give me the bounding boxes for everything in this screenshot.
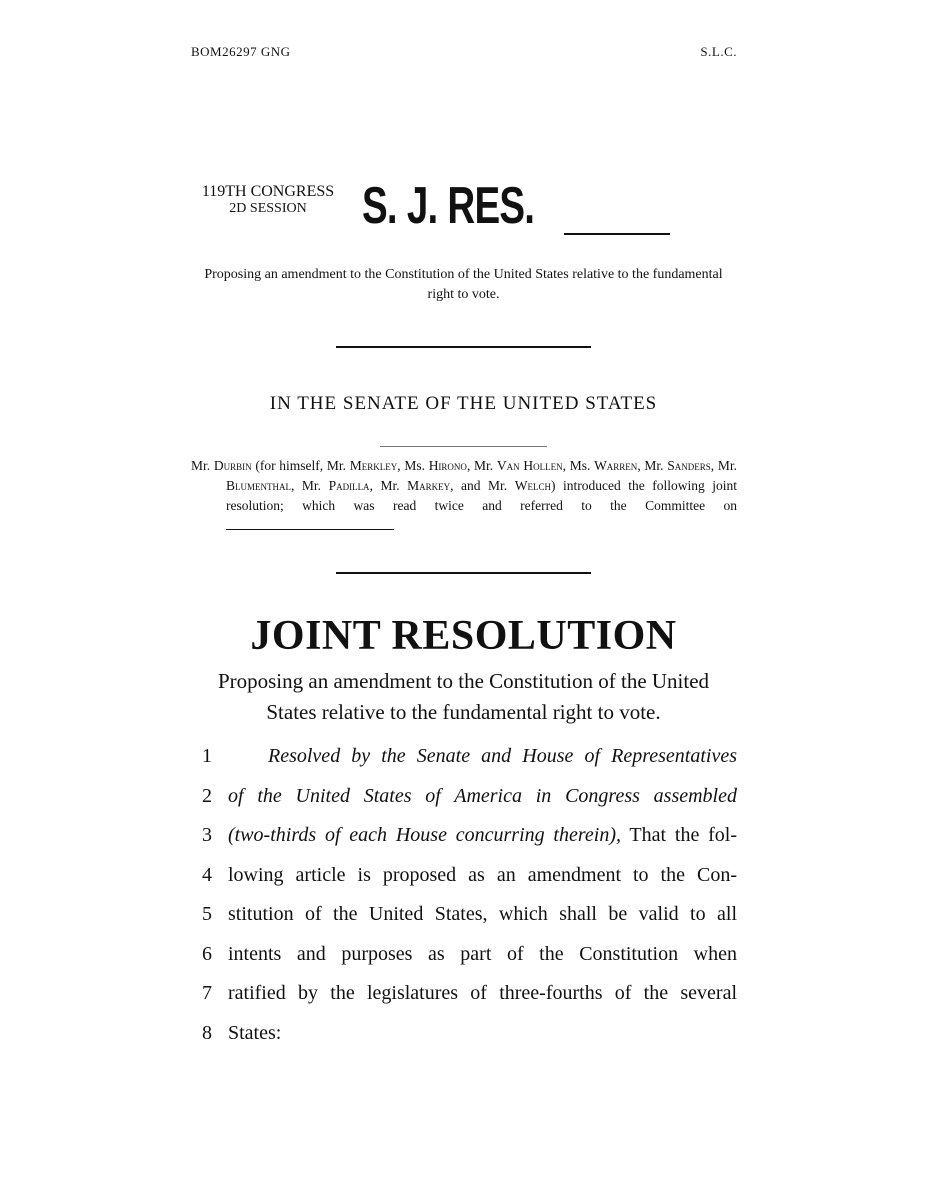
committee-blank	[226, 517, 394, 530]
session-label: 2D SESSION	[229, 201, 307, 216]
document-id: BOM26297 GNG	[191, 44, 291, 59]
resolution-line	[190, 740, 737, 780]
line-number: 4	[202, 863, 212, 886]
long-title	[190, 666, 737, 728]
sponsor-text: , Ms.	[562, 458, 595, 473]
resolution-body	[190, 740, 737, 1056]
line-roman-text: lowing article is proposed as an amendment to the Con-	[228, 863, 737, 886]
senator-name: Padilla	[328, 478, 370, 493]
line-roman-text: intents and purposes as part of the Constitution when	[228, 942, 737, 965]
sponsor-text: (for himself, Mr.	[251, 458, 350, 473]
resolution-line	[190, 938, 737, 978]
senator-name: Markey	[407, 478, 451, 493]
sponsor-text: , Mr.	[637, 458, 668, 473]
line-text	[228, 977, 737, 1009]
office-code: S.L.C.	[700, 44, 737, 59]
sponsor-text: , Mr.	[369, 478, 408, 493]
line-number: 6	[202, 942, 212, 965]
line-number: 8	[202, 1021, 212, 1044]
senator-name: Sanders	[667, 458, 711, 473]
divider-rule	[336, 346, 591, 348]
line-text	[228, 859, 737, 891]
congress-session-block	[191, 183, 345, 217]
line-roman-text: States:	[228, 1021, 282, 1044]
line-number: 5	[202, 903, 212, 925]
resolution-line	[190, 977, 737, 1017]
line-text	[268, 740, 737, 772]
line-roman-text: ratified by the legislatures of three-fourths of the several	[228, 982, 737, 1004]
sponsor-text: Mr.	[191, 458, 214, 473]
chamber-heading: IN THE SENATE OF THE UNITED STATES	[269, 393, 658, 414]
line-number: 3	[202, 824, 212, 846]
line-italic-text: Resolved by the Senate and House of Representatives	[268, 745, 737, 767]
senator-name: Welch	[514, 478, 551, 493]
sponsor-text: , Mr.	[710, 458, 738, 473]
line-text	[228, 1017, 737, 1049]
line-italic-text: of the United States of America in Congress assembled	[228, 784, 737, 807]
senator-name: Blumenthal	[226, 478, 291, 493]
short-title: Proposing an amendment to the Constitution of the United States relative to the fundamental right to vote.	[204, 267, 723, 302]
line-text	[228, 898, 737, 930]
resolution-line	[190, 780, 737, 820]
line-italic-text: (two-thirds of each House concurring therein),	[228, 824, 621, 846]
line-number: 7	[202, 982, 212, 1004]
sponsor-text: , Mr.	[291, 478, 329, 493]
line-text	[228, 938, 737, 970]
senator-name: Van Hollen	[496, 458, 563, 473]
thin-divider-rule	[380, 446, 547, 447]
sponsor-text: , and Mr.	[450, 478, 515, 493]
senator-name: Merkley	[349, 458, 398, 473]
long-title-line: States relative to the fundamental right to vote.	[266, 700, 661, 724]
senator-name: Warren	[594, 458, 638, 473]
bill-designation: S. J. RES.	[362, 177, 535, 235]
sponsors-paragraph	[191, 456, 737, 536]
sponsor-text: ) introduced the following joint resolution; which was read twice and referred to the Committee on	[226, 478, 738, 513]
line-roman-text: That the fol-	[621, 824, 737, 846]
document-type-title: JOINT RESOLUTION	[250, 613, 677, 659]
long-title-line: Proposing an amendment to the Constitution of the United	[217, 669, 710, 693]
line-number: 2	[202, 784, 212, 807]
resolution-line	[190, 819, 737, 859]
resolution-line	[190, 859, 737, 899]
sponsor-text: , Mr.	[466, 458, 497, 473]
line-number: 1	[202, 745, 212, 767]
resolution-line	[190, 1017, 737, 1057]
divider-rule	[336, 572, 591, 574]
resolution-line	[190, 898, 737, 938]
congress-label: 119TH CONGRESS	[201, 183, 335, 200]
sponsor-text: , Ms.	[397, 458, 429, 473]
line-text	[228, 780, 737, 812]
senator-name: Hirono	[428, 458, 467, 473]
line-roman-text: stitution of the United States, which shall be valid to all	[228, 903, 737, 925]
line-text	[228, 819, 737, 851]
bill-number-blank	[564, 233, 670, 235]
senator-name: Durbin	[213, 458, 252, 473]
